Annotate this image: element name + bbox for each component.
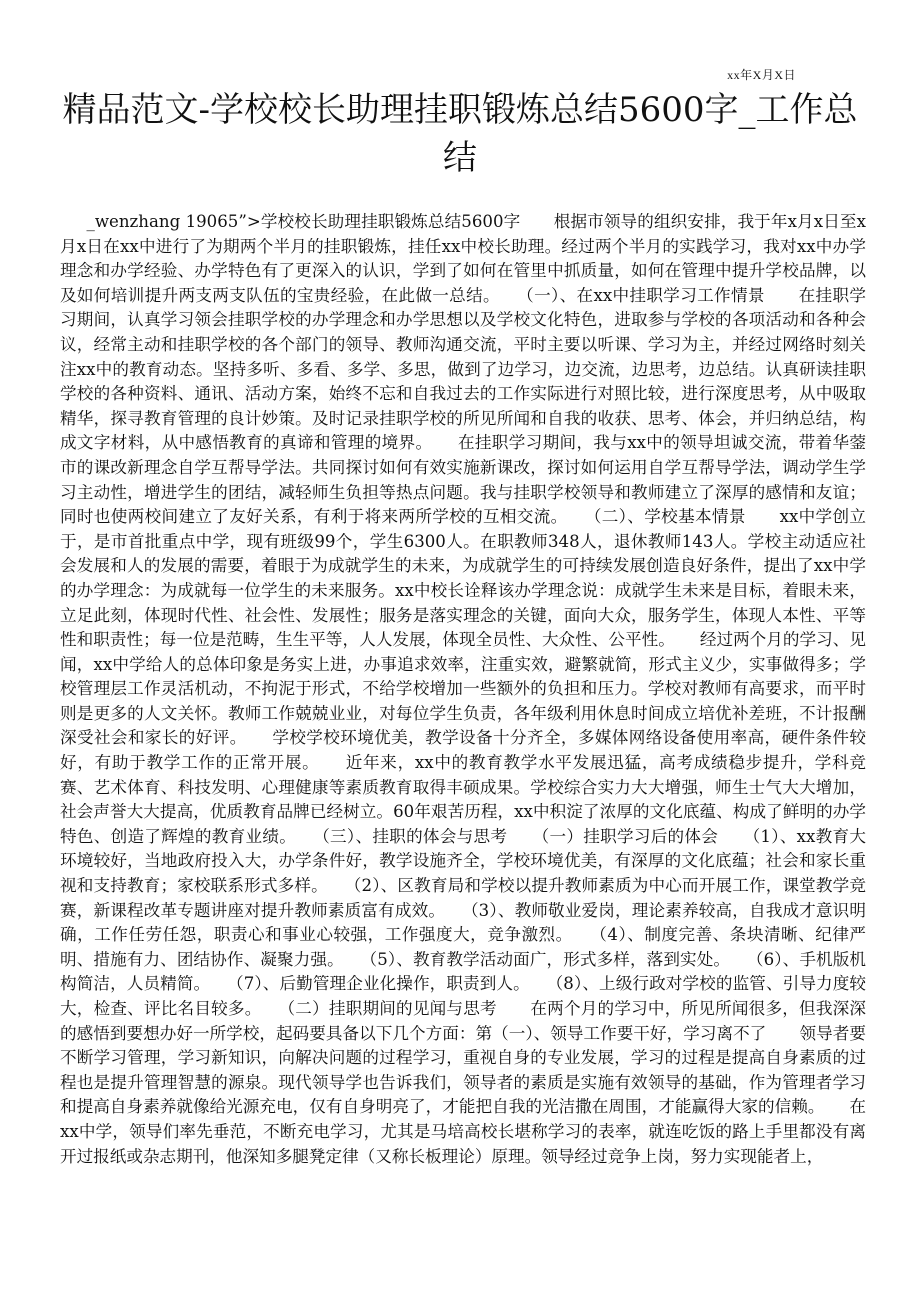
document-date: xx年X月X日: [727, 68, 796, 82]
document-body: _wenzhang 19065”>学校校长助理挂职锻炼总结5600字 根据市领导的组织安排，我于年x月x日至x月x日在xx中进行了为期两个半月的挂职锻炼，挂任xx中校长助理。经过两个半月的实践学习，我对xx中办学理念和办学经验、办学特色有了更深入的认识，学到了如何在管里中抓质量，如何在管理中提升学校品牌，以及如何培训提升两支两支队伍的宝贵经验，在此做一总结。 （一）、在xx中挂职学习工作情景 在挂职学习期间，认真学习领会挂职学校的办学理念和办学思想以及学校文化特色，进取参与学校的各项活动和各种会议，经常主动和挂职学校的各个部门的领导、教师沟通交流，平时主要以听课、学习为主，并经过网络时刻关注xx中的教育动态。坚持多听、多看、多学、多思，做到了边学习，边交流，边思考，边总结。认真研读挂职学校的各种资料、通讯、活动方案，始终不忘和自我过去的工作实际进行对照比较，进行深度思考，从中吸取精华，探寻教育管理的良计妙策。及时记录挂职学校的所见所闻和自我的收获、思考、体会，并归纳总结，构成文字材料，从中感悟教育的真谛和管理的境界。 在挂职学习期间，我与xx中的领导坦诚交流，带着华蓥市的课改新理念自学互帮导学法。共同探讨如何有效实施新课改，探讨如何运用自学互帮导学法，调动学生学习主动性，增进学生的团结，减轻师生负担等热点问题。我与挂职学校领导和教师建立了深厚的感情和友谊；同时也使两校间建立了友好关系，有利于将来两所学校的互相交流。 （二）、学校基本情景 xx中学创立于，是市首批重点中学，现有班级99个，学生6300人。在职教师348人，退休教师143人。学校主动适应社会发展和人的发展的需要，着眼于为成就学生的未来，为成就学生的可持续发展创造良好条件，提出了xx中学的办学理念：为成就每一位学生的未来服务。xx中校长诠释该办学理念说：成就学生未来是目标，着眼未来，立足此刻，体现时代性、社会性、发展性；服务是落实理念的关键，面向大众，服务学生，体现人本性、平等性和职责性；每一位是范畴，生生平等，人人发展，体现全员性、大众性、公平性。 经过两个月的学习、见闻，xx中学给人的总体印象是务实上进，办事追求效率，注重实效，避繁就简，形式主义少，实事做得多；学校管理层工作灵活机动，不拘泥于形式，不给学校增加一些额外的负担和压力。学校对教师有高要求，而平时则是更多的人文关怀。教师工作兢兢业业，对每位学生负责，各年级利用休息时间成立培优补差班，不计报酬深受社会和家长的好评。 学校学校环境优美，教学设备十分齐全，多媒体网络设备使用率高，硬件条件较好，有助于教学工作的正常开展。 近年来，xx中的教育教学水平发展迅猛，高考成绩稳步提升，学科竞赛、艺术体育、科技发明、心理健康等素质教育取得丰硕成果。学校综合实力大大增强，师生士气大大增加，社会声誉大大提高，优质教育品牌已经树立。60年艰苦历程，xx中积淀了浓厚的文化底蕴、构成了鲜明的办学特色、创造了辉煌的教育业绩。 （三）、挂职的体会与思考 （一）挂职学习后的体会 （1）、xx教育大环境较好，当地政府投入大，办学条件好，教学设施齐全，学校环境优美，有深厚的文化底蕴；社会和家长重视和支持教育；家校联系形式多样。 （2）、区教育局和学校以提升教师素质为中心而开展工作，课堂教学竞赛，新课程改革专题讲座对提升教师素质富有成效。 （3）、教师敬业爱岗，理论素养较高，自我成才意识明确，工作任劳任怨，职责心和事业心较强，工作强度大，竞争激烈。 （4）、制度完善、条块清晰、纪律严明、措施有力、团结协作、凝聚力强。 （5）、教育教学活动面广，形式多样，落到实处。 （6）、手机版机构简洁，人员精简。 （7）、后勤管理企业化操作，职责到人。 （8）、上级行政对学校的监管、引导力度较大，检查、评比名目较多。 （二）挂职期间的见闻与思考 在两个月的学习中，所见所闻很多，但我深深的感悟到要想办好一所学校，起码要具备以下几个方面：第（一）、领导工作要干好，学习离不了 领导者要不断学习管理，学习新知识，向解决问题的过程学习，重视自身的专业发展，学习的过程是提高自身素质的过程也是提升管理智慧的源泉。现代领导学也告诉我们，领导者的素质是实施有效领导的基础，作为管理者学习和提高自身素养就像给光源充电，仅有自身明亮了，才能把自我的光洁撒在周围，才能赢得大家的信赖。 在xx中学，领导们率先垂范，不断充电学习，尤其是马培高校长堪称学习的表率，就连吃饭的路上手里都没有离开过报纸或杂志期刊，他深知多腿凳定律（又称长板理论）原理。领导经过竞争上岗，努力实现能者上，: [60, 212, 866, 1166]
document-title: 精品范文-学校校长助理挂职锻炼总结5600字_工作总结: [62, 90, 858, 178]
